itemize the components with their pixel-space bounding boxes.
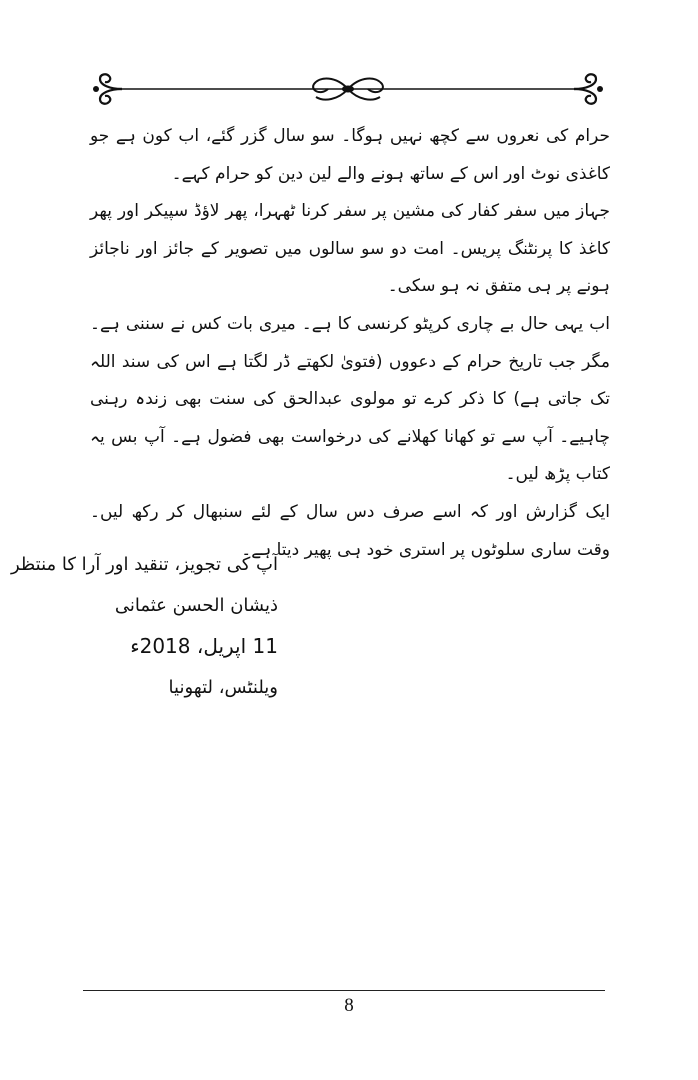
right-scroll-ornament [574, 74, 603, 103]
signoff-request: آپ کی تجویز، تنقید اور آرا کا منتظر [10, 554, 278, 575]
paragraph: ایک گزارش اور کہ اسے صرف دس سال کے لئے سنبھال کر رکھ لیں۔ وقت ساری سلوٹوں پر استری خود ہی پھیر دیتا ہے۔ [90, 501, 610, 560]
signoff-date: 11 اپریل، 2018ء [130, 634, 278, 658]
paragraph: اب یہی حال بے چاری کرپٹو کرنسی کا ہے۔ میری بات کس نے سننی ہے۔ مگر جب تاریخ حرام کے دعووں (فتویٰ لکھتے ڈر لگتا ہے اس کی سند اللہ تک جاتی ہے) کا ذکر کرے تو مولوی عبدالحق کی سنت بھی زندہ رہنی چاہیے۔ آپ سے تو کھانا کھلانے کی درخواست بھی فضول ہے۔ آپ بس یہ کتاب پڑھ لیں۔ [90, 313, 610, 485]
paragraph: حرام کی نعروں سے کچھ نہیں ہوگا۔ سو سال گزر گئے، اب کون ہے جو کاغذی نوٹ اور اس کے ساتھ ہونے والے لین دین کو حرام کہے۔ [90, 126, 610, 184]
signoff [10, 544, 278, 708]
signoff-place: ویلنٹس، لتھونیا [168, 677, 278, 698]
author-name: ذیشان الحسن عثمانی [114, 595, 278, 616]
page-number: 8 [344, 995, 354, 1016]
left-scroll-ornament [93, 74, 122, 103]
body-text [90, 118, 610, 569]
ornamental-divider [88, 72, 608, 106]
footer-rule [83, 990, 605, 991]
paragraph: جہاز میں سفر کفار کی مشین پر سفر کرنا ٹھہرا، پھر لاؤڈ سپیکر اور پھر کاغذ کا پرنٹنگ پریس۔ امت دو سو سالوں میں تصویر کے جائز اور ناجائز ہونے پر ہی متفق نہ ہو سکی۔ [90, 201, 610, 297]
